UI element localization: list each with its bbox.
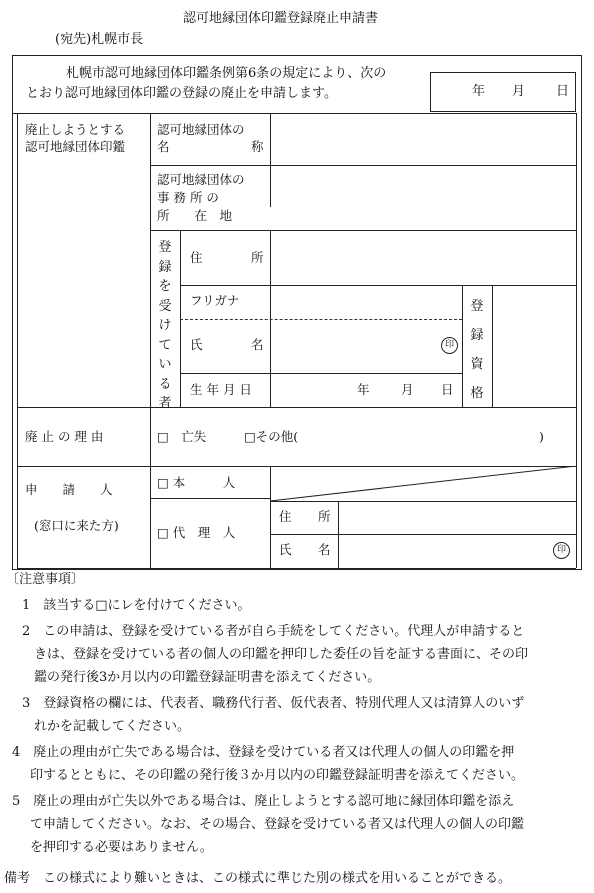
note-2-line-2: きは、登録を受けている者の個人の印鑑を押印した委任の旨を証する書面に、その印 [34, 647, 529, 662]
qualification-label: 登録資格 [470, 299, 484, 401]
registrant-name-input[interactable] [271, 320, 441, 372]
remarks: 備考 この様式により難いときは、この様式に準じた別の様式を用いることができる。 [4, 871, 512, 886]
notes-heading: 〔注意事項〕 [6, 572, 85, 587]
org-name-label-1: 認可地縁団体の [157, 122, 245, 137]
registrant-address-input[interactable] [271, 231, 575, 284]
office-address-input[interactable] [271, 166, 575, 229]
qualification-input[interactable] [493, 286, 575, 406]
abolish-seal-label-1: 廃止しようとする [25, 122, 126, 137]
address-label-a: 住 [190, 250, 203, 265]
form-title: 認可地縁団体印鑑登録廃止申請書 [183, 11, 379, 26]
applicant-self-checkbox[interactable]: □ 本 人 [157, 475, 236, 490]
org-name-input[interactable] [271, 114, 575, 164]
applicant-label: 申 請 人 [25, 482, 113, 497]
org-name-label-a: 名 [157, 139, 170, 154]
applicant-agent-checkbox[interactable]: □ 代 理 人 [157, 525, 236, 540]
birth-day-label: 日 [441, 382, 454, 397]
strike-line [270, 466, 576, 502]
office-label-1: 認可地縁団体の [157, 172, 245, 187]
registrant-label: 登録を受けている者 [158, 240, 172, 411]
name-label-a: 氏 [190, 337, 203, 352]
note-5-line-3: を押印する必要はありません。 [30, 840, 213, 855]
reason-label: 廃 止 の 理 由 [25, 429, 104, 444]
date-field[interactable] [430, 72, 576, 112]
agent-name-label-b: 名 [318, 542, 331, 557]
intro-line-1: 札幌市認可地縁団体印鑑条例第6条の規定により、次の [66, 66, 387, 81]
abolish-seal-label-2: 認可地縁団体印鑑 [25, 139, 126, 154]
seal-mark-icon: 印 [441, 337, 458, 354]
note-2-line-1: 2 この申請は、登録を受けている者が自ら手続をしてください。代理人が申請すると [22, 624, 525, 639]
agent-address-input[interactable] [339, 502, 575, 533]
furigana-label: フリガナ [190, 293, 240, 308]
org-name-label-b: 称 [251, 139, 264, 154]
note-3-line-1: 3 登録資格の欄には、代表者、職務代行者、仮代表者、特別代理人又は清算人のいず [22, 696, 525, 711]
birth-month-label: 月 [401, 382, 414, 397]
agent-name-label-a: 氏 [279, 542, 292, 557]
note-5-line-1: 5 廃止の理由が亡失以外である場合は、廃止しようとする認可地に縁団体印鑑を添え [12, 794, 515, 809]
agent-name-input[interactable] [339, 535, 549, 567]
agent-address-label-a: 住 [279, 509, 292, 524]
note-1: 1 該当する□にレを付けてください。 [22, 598, 251, 613]
date-day-label: 日 [556, 84, 570, 99]
birth-year-label: 年 [357, 382, 370, 397]
reason-lost-checkbox[interactable]: □ 亡失 [157, 429, 207, 444]
agent-seal-mark-icon: 印 [553, 542, 570, 559]
date-month-label: 月 [512, 84, 526, 99]
note-5-line-2: て申請してください。なお、その場合、登録を受けている者又は代理人の個人の印鑑 [30, 817, 525, 832]
birthdate-label: 生 年 月 日 [190, 382, 252, 397]
intro-line-2: とおり認可地縁団体印鑑の登録の廃止を申請します。 [26, 86, 337, 101]
office-label-3: 所 在 地 [157, 208, 233, 223]
agent-address-label-b: 所 [318, 509, 331, 524]
note-4-line-2: 印するとともに、その印鑑の発行後３か月以内の印鑑登録証明書を添えてください。 [30, 768, 525, 783]
date-year-label: 年 [472, 84, 486, 99]
reason-other-close: ) [539, 429, 544, 444]
name-label-b: 名 [251, 337, 264, 352]
applicant-sub-label: (窓口に来た方) [34, 518, 119, 533]
furigana-input[interactable] [271, 286, 461, 318]
note-3-line-2: れかを記載してください。 [34, 719, 191, 734]
reason-other-checkbox[interactable]: □その他( [244, 429, 299, 444]
note-2-line-3: 鑑の発行後3か月以内の印鑑登録証明書を添えてください。 [34, 670, 381, 685]
note-4-line-1: 4 廃止の理由が亡失である場合は、登録を受けている者又は代理人の個人の印鑑を押 [12, 745, 515, 760]
address-label-b: 所 [251, 250, 264, 265]
addressee: (宛先)札幌市長 [55, 32, 144, 47]
office-label-2: 事 務 所 の [157, 190, 219, 205]
